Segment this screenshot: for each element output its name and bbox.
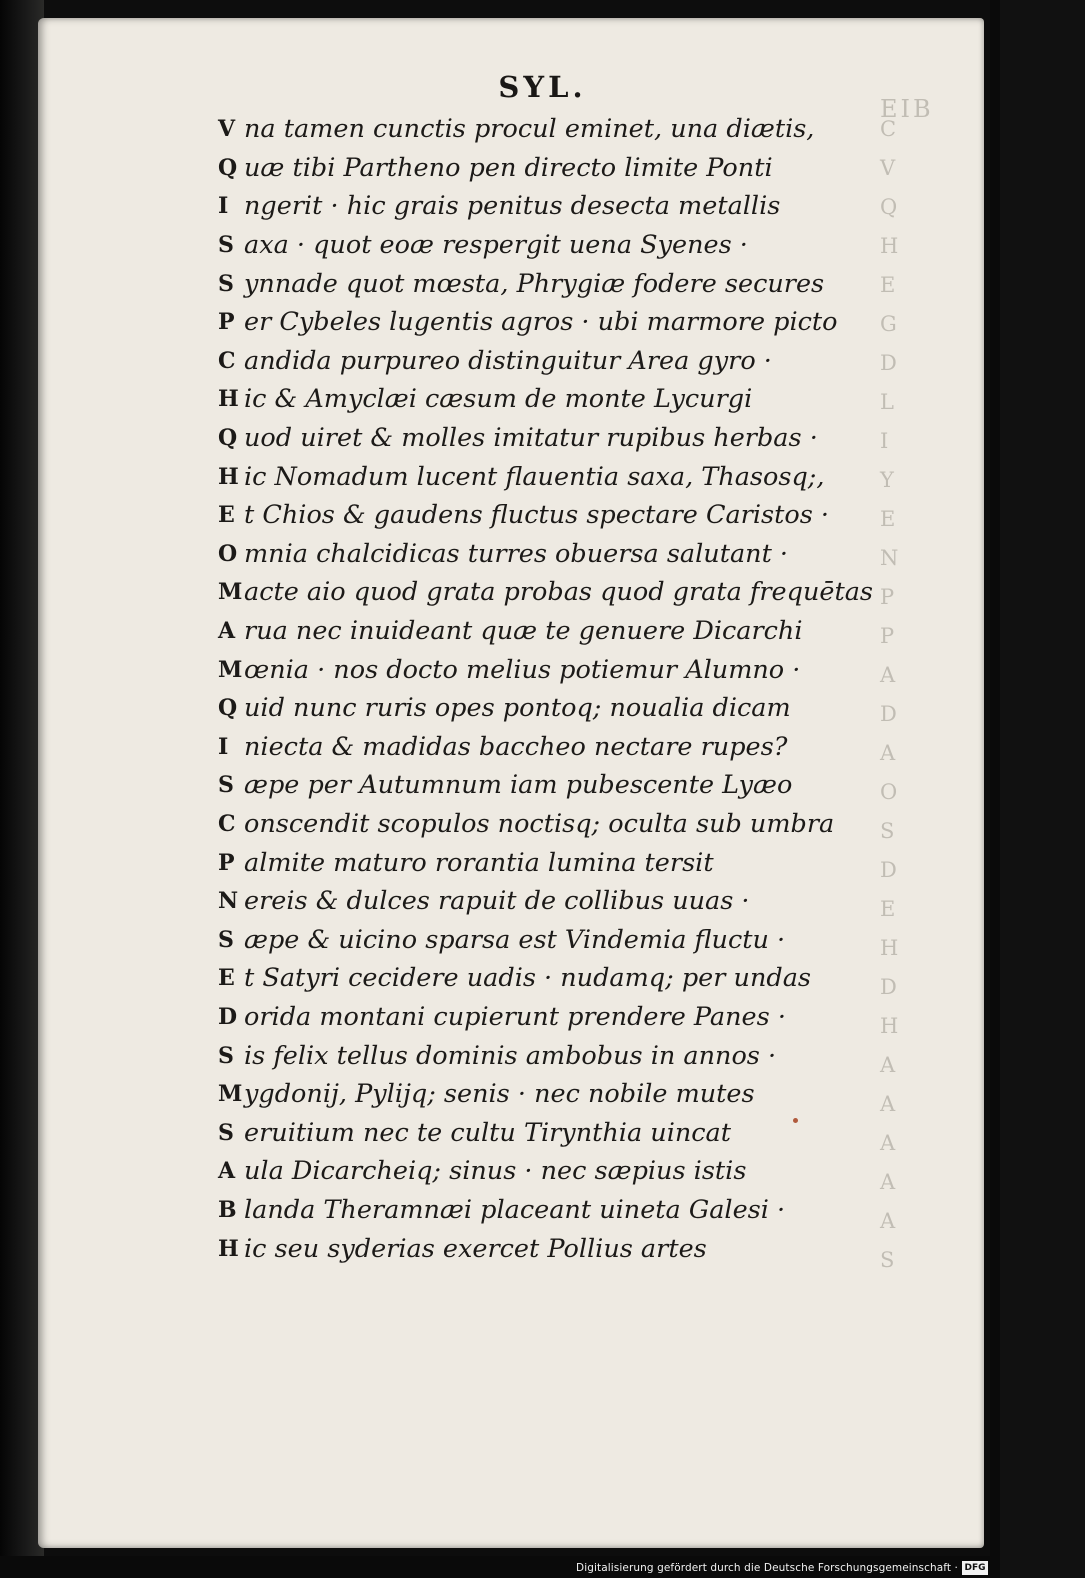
- verse-line: [218, 728, 898, 767]
- show-through-line: I: [880, 429, 889, 453]
- verse-initial: M: [218, 1081, 243, 1108]
- verse-initial: C: [218, 347, 236, 374]
- show-through-line: Q: [880, 195, 898, 219]
- verse-line: [218, 149, 898, 188]
- verse-line: [218, 187, 898, 226]
- verse-text: ic & Amyclæi cæsum de monte Lycurgi: [244, 384, 753, 415]
- running-header: SYL.: [498, 70, 587, 104]
- verse-initial: E: [218, 502, 235, 529]
- show-through-line: H: [880, 234, 899, 258]
- verse-line: [218, 1191, 898, 1230]
- show-through-line: H: [880, 1014, 899, 1038]
- verse-initial: S: [218, 270, 234, 297]
- show-through-line: A: [880, 1131, 896, 1155]
- verse-line: [218, 1075, 898, 1114]
- verse-line: [218, 535, 898, 574]
- verse-initial: M: [218, 656, 243, 683]
- verse-line: [218, 419, 898, 458]
- show-through-line: D: [880, 858, 897, 882]
- show-through-line: A: [880, 1053, 896, 1077]
- verse-block: [218, 110, 898, 1268]
- verse-text: mnia chalcidicas turres obuersa salutant ·: [244, 538, 789, 569]
- verse-line: [218, 766, 898, 805]
- verse-initial: P: [218, 849, 235, 876]
- verse-line: [218, 110, 898, 149]
- verse-text: ngerit · hic grais penitus desecta metallis: [244, 191, 781, 222]
- verse-initial: E: [218, 965, 235, 992]
- show-through-line: P: [880, 624, 895, 648]
- verse-line: [218, 612, 898, 651]
- footer-bar: [0, 1556, 1000, 1578]
- verse-text: acte aio quod grata probas quod grata frequētas: [244, 577, 874, 608]
- verse-text: æpe & uicino sparsa est Vindemia fluctu ·: [244, 924, 786, 955]
- verse-text: onscendit scopulos noctisq; oculta sub umbra: [244, 808, 835, 839]
- verse-line: [218, 650, 898, 689]
- show-through-line: N: [880, 546, 899, 570]
- verse-initial: B: [218, 1196, 237, 1223]
- verse-line: [218, 959, 898, 998]
- verse-line: [218, 226, 898, 265]
- verse-line: [218, 1229, 898, 1268]
- dfg-logo: DFG: [962, 1561, 988, 1575]
- show-through-line: A: [880, 1209, 896, 1233]
- show-through-line: A: [880, 741, 896, 765]
- verse-text: niecta & madidas baccheo nectare rupes?: [244, 731, 788, 762]
- verse-initial: M: [218, 579, 243, 606]
- show-through-line: S: [880, 819, 895, 843]
- verse-initial: Q: [218, 695, 238, 722]
- verse-initial: C: [218, 810, 236, 837]
- verse-text: almite maturo rorantia lumina tersit: [244, 847, 714, 878]
- show-through-line: L: [880, 390, 894, 414]
- verse-initial: S: [218, 1042, 234, 1069]
- show-through-header: EIB: [880, 95, 934, 123]
- verse-line: [218, 342, 898, 381]
- show-through-line: E: [880, 897, 896, 921]
- verse-text: uod uiret & molles imitatur rupibus herbas ·: [244, 423, 818, 454]
- verse-text: ic Nomadum lucent flauentia saxa, Thasosq;,: [244, 461, 825, 492]
- verse-initial: A: [218, 1158, 236, 1185]
- verse-initial: Q: [218, 154, 238, 181]
- verse-text: ynnade quot mœsta, Phrygiæ fodere secures: [244, 268, 825, 299]
- verse-text: œnia · nos docto melius potiemur Alumno ·: [244, 654, 801, 685]
- verse-text: landa Theramnæi placeant uineta Galesi ·: [244, 1194, 786, 1225]
- show-through-line: O: [880, 780, 898, 804]
- show-through-line: Y: [880, 468, 894, 492]
- verse-text: æpe per Autumnum iam pubescente Lyæo: [244, 770, 793, 801]
- verse-line: [218, 689, 898, 728]
- verse-line: [218, 496, 898, 535]
- verse-text: rua nec inuideant quæ te genuere Dicarchi: [244, 616, 803, 647]
- verse-text: axa · quot eoæ respergit uena Syenes ·: [244, 230, 748, 261]
- verse-line: [218, 573, 898, 612]
- verse-line: [218, 264, 898, 303]
- show-through-line: E: [880, 507, 896, 531]
- show-through-line: D: [880, 975, 897, 999]
- verse-text: is felix tellus dominis ambobus in annos ·: [244, 1040, 777, 1071]
- show-through-line: H: [880, 936, 899, 960]
- verse-text: ygdonij, Pylijq; senis · nec nobile mutes: [244, 1079, 755, 1110]
- verse-line: [218, 1113, 898, 1152]
- verse-line: [218, 843, 898, 882]
- show-through-line: A: [880, 1092, 896, 1116]
- show-through-line: V: [880, 156, 896, 180]
- verse-text: t Satyri cecidere uadis · nudamq; per undas: [244, 963, 811, 994]
- verse-line: [218, 1036, 898, 1075]
- verse-line: [218, 882, 898, 921]
- verse-initial: Q: [218, 425, 238, 452]
- verse-line: [218, 303, 898, 342]
- verse-text: na tamen cunctis procul eminet, una diætis,: [244, 114, 815, 145]
- verse-initial: P: [218, 309, 235, 336]
- verse-initial: O: [218, 540, 238, 567]
- verse-initial: S: [218, 232, 234, 259]
- verse-initial: S: [218, 926, 234, 953]
- show-through-line: G: [880, 312, 897, 336]
- verse-initial: S: [218, 1119, 234, 1146]
- verse-line: [218, 1152, 898, 1191]
- verse-text: eruitium nec te cultu Tirynthia uincat: [244, 1117, 732, 1148]
- verse-line: [218, 920, 898, 959]
- verse-initial: I: [218, 193, 229, 220]
- show-through-line: P: [880, 585, 895, 609]
- verse-initial: H: [218, 463, 239, 490]
- verse-text: andida purpureo distinguitur Area gyro ·: [244, 345, 772, 376]
- verse-text: ic seu syderias exercet Pollius artes: [244, 1233, 707, 1264]
- show-through-line: C: [880, 117, 897, 141]
- verse-text: orida montani cupierunt prendere Panes ·: [244, 1001, 786, 1032]
- show-through-text: [880, 95, 1020, 1360]
- funding-credit: Digitalisierung gefördert durch die Deutsche Forschungsgemeinschaft ·: [576, 1562, 958, 1574]
- verse-text: uid nunc ruris opes pontoq; noualia dicam: [244, 693, 791, 724]
- verse-initial: A: [218, 618, 236, 645]
- verse-text: ula Dicarcheiq; sinus · nec sæpius istis: [244, 1156, 747, 1187]
- verse-initial: I: [218, 733, 229, 760]
- show-through-line: S: [880, 1248, 895, 1272]
- verse-text: ereis & dulces rapuit de collibus uuas ·: [244, 886, 750, 917]
- show-through-line: D: [880, 351, 897, 375]
- verse-line: [218, 998, 898, 1037]
- verse-text: er Cybeles lugentis agros · ubi marmore picto: [244, 307, 838, 338]
- verse-initial: H: [218, 1235, 239, 1262]
- verse-initial: V: [218, 116, 236, 143]
- verse-initial: H: [218, 386, 239, 413]
- show-through-line: E: [880, 273, 896, 297]
- verse-initial: D: [218, 1003, 238, 1030]
- verse-initial: N: [218, 888, 239, 915]
- verse-initial: S: [218, 772, 234, 799]
- show-through-line: A: [880, 663, 896, 687]
- verse-line: [218, 457, 898, 496]
- show-through-line: A: [880, 1170, 896, 1194]
- verse-line: [218, 380, 898, 419]
- verse-text: uæ tibi Partheno pen directo limite Ponti: [244, 152, 773, 183]
- verse-line: [218, 805, 898, 844]
- show-through-line: D: [880, 702, 897, 726]
- verse-text: t Chios & gaudens fluctus spectare Caristos ·: [244, 500, 830, 531]
